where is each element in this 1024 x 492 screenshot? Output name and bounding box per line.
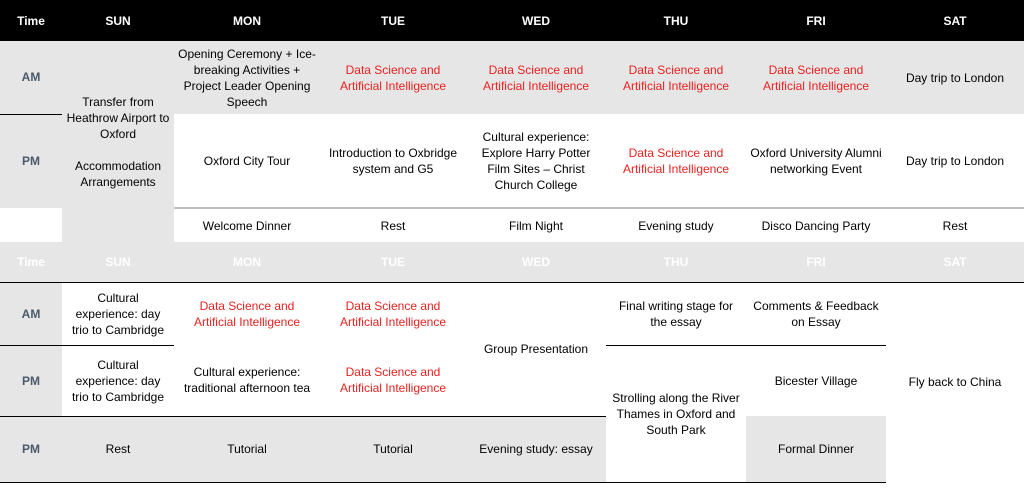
week2-pm-mon: Cultural experience: traditional afternoon tea bbox=[174, 345, 320, 416]
week1-eve-wed: Film Night bbox=[466, 208, 606, 242]
header2-time: Time bbox=[0, 242, 62, 282]
week1-pm-wed: Cultural experience: Explore Harry Potter Film Sites – Christ Church College bbox=[466, 114, 606, 208]
header-row-week1 bbox=[0, 0, 1024, 41]
week1-am-fri: Data Science and Artificial Intelligence bbox=[746, 41, 886, 114]
time-label-empty bbox=[0, 208, 62, 242]
week2-am-tue: Data Science and Artificial Intelligence bbox=[320, 282, 466, 345]
week2-wed-group-presentation: Group Presentation bbox=[466, 282, 606, 416]
week1-eve-sat: Rest bbox=[886, 208, 1024, 242]
header2-sun: SUN bbox=[62, 242, 174, 282]
week2-eve-fri: Formal Dinner bbox=[746, 416, 886, 482]
week2-am-sun: Cultural experience: day trio to Cambridge bbox=[62, 282, 174, 345]
header-sat: SAT bbox=[886, 0, 1024, 41]
week1-eve-fri: Disco Dancing Party bbox=[746, 208, 886, 242]
week2-pm-tue: Data Science and Artificial Intelligence bbox=[320, 345, 466, 416]
week1-pm-sat: Day trip to London bbox=[886, 114, 1024, 208]
week1-pm-tue: Introduction to Oxbridge system and G5 bbox=[320, 114, 466, 208]
header-thu: THU bbox=[606, 0, 746, 41]
week1-sun-cell: Transfer from Heathrow Airport to Oxford Accommodation Arrangements bbox=[62, 41, 174, 242]
week1-am-row bbox=[0, 41, 1024, 114]
week1-pm-fri: Oxford University Alumni networking Event bbox=[746, 114, 886, 208]
week1-pm-mon: Oxford City Tour bbox=[174, 114, 320, 208]
week1-pm-thu: Data Science and Artificial Intelligence bbox=[606, 114, 746, 208]
header-wed: WED bbox=[466, 0, 606, 41]
header2-sat: SAT bbox=[886, 242, 1024, 282]
header-row-week2 bbox=[0, 242, 1024, 282]
week2-sat-fly-back: Fly back to China bbox=[886, 282, 1024, 482]
week2-am-fri: Comments & Feedback on Essay bbox=[746, 282, 886, 345]
week2-am-row bbox=[0, 282, 1024, 345]
week1-eve-tue: Rest bbox=[320, 208, 466, 242]
week2-am-thu: Final writing stage for the essay bbox=[606, 282, 746, 345]
header2-mon: MON bbox=[174, 242, 320, 282]
week1-am-sat: Day trip to London bbox=[886, 41, 1024, 114]
week2-thu-strolling: Strolling along the River Thames in Oxford and South Park bbox=[606, 345, 746, 482]
header2-fri: FRI bbox=[746, 242, 886, 282]
time-label-pm-3: PM bbox=[0, 416, 62, 482]
header-fri: FRI bbox=[746, 0, 886, 41]
header-mon: MON bbox=[174, 0, 320, 41]
header2-wed: WED bbox=[466, 242, 606, 282]
week2-evening-row bbox=[0, 416, 1024, 482]
week1-am-wed: Data Science and Artificial Intelligence bbox=[466, 41, 606, 114]
header2-thu: THU bbox=[606, 242, 746, 282]
week2-am-mon: Data Science and Artificial Intelligence bbox=[174, 282, 320, 345]
week1-am-thu: Data Science and Artificial Intelligence bbox=[606, 41, 746, 114]
week1-eve-mon: Welcome Dinner bbox=[174, 208, 320, 242]
week2-pm-sun: Cultural experience: day trio to Cambridge bbox=[62, 345, 174, 416]
week1-am-mon: Opening Ceremony + Ice-breaking Activities + Project Leader Opening Speech bbox=[174, 41, 320, 114]
time-label-am: AM bbox=[0, 41, 62, 114]
header2-tue: TUE bbox=[320, 242, 466, 282]
week2-eve-sun: Rest bbox=[62, 416, 174, 482]
week2-eve-wed: Evening study: essay bbox=[466, 416, 606, 482]
week1-eve-thu: Evening study bbox=[606, 208, 746, 242]
week1-am-tue: Data Science and Artificial Intelligence bbox=[320, 41, 466, 114]
time-label-pm: PM bbox=[0, 114, 62, 208]
week2-eve-tue: Tutorial bbox=[320, 416, 466, 482]
header-sun: SUN bbox=[62, 0, 174, 41]
week2-pm-fri: Bicester Village bbox=[746, 345, 886, 416]
time-label-pm-2: PM bbox=[0, 345, 62, 416]
time-label-am-2: AM bbox=[0, 282, 62, 345]
header-tue: TUE bbox=[320, 0, 466, 41]
week2-eve-mon: Tutorial bbox=[174, 416, 320, 482]
header-time: Time bbox=[0, 0, 62, 41]
